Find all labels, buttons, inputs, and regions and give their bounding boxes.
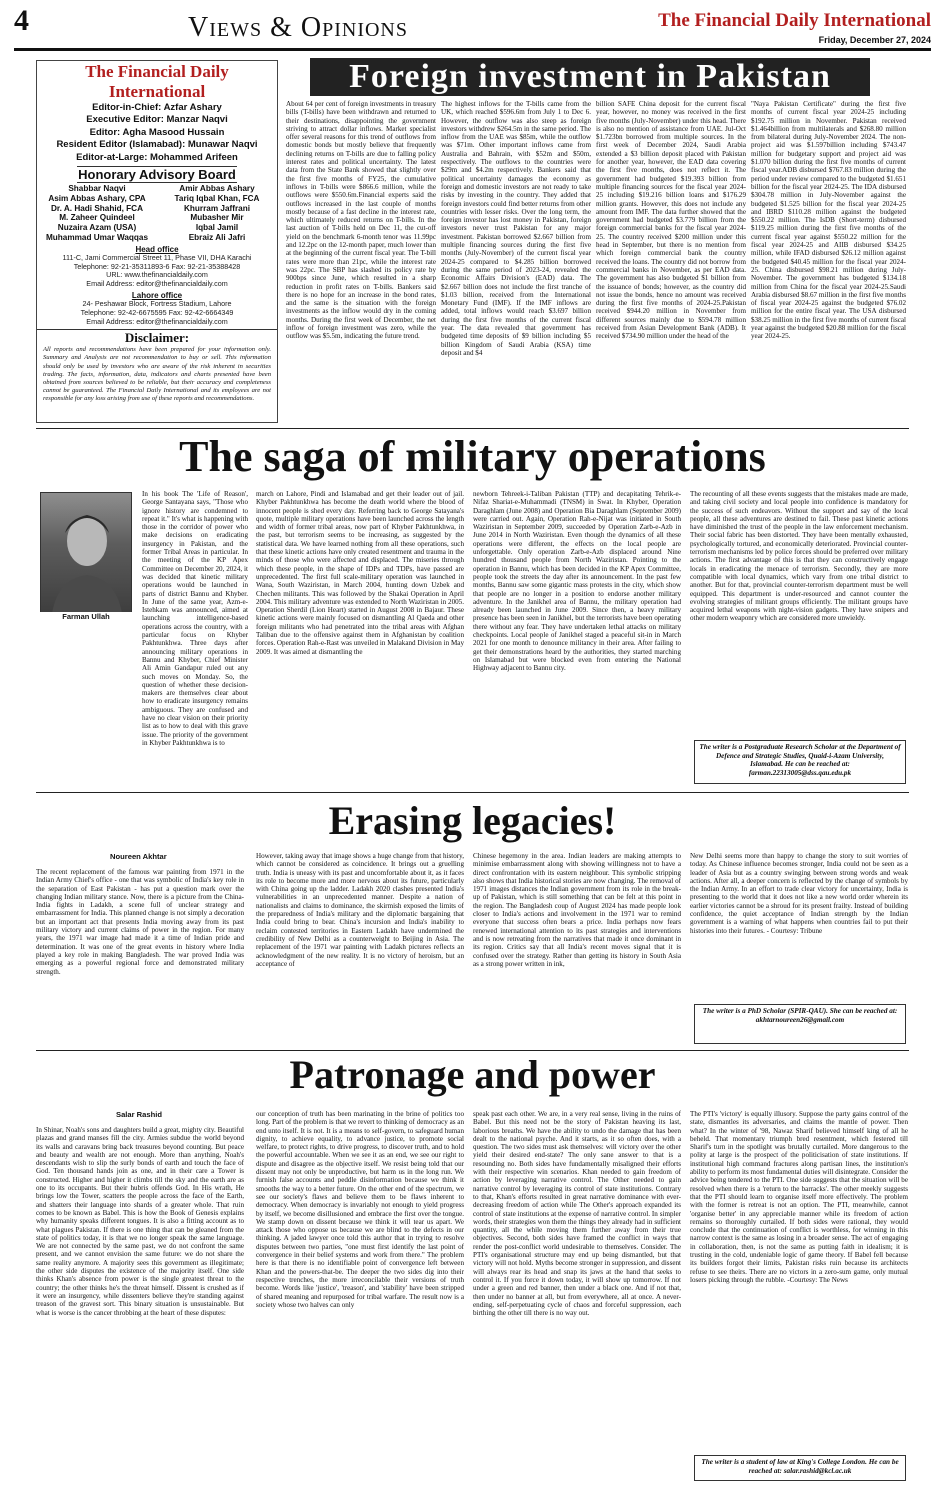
divider <box>36 792 909 793</box>
article2-column <box>36 490 248 785</box>
article1-column <box>751 100 906 425</box>
article4-column <box>256 1110 464 1480</box>
board-member: Asim Abbas Ashary, CPA <box>48 193 146 203</box>
article-text: In his book The 'Life of Reason', George Santayana says, "Those who ignore history are condemned to repeat it." It's what is happening with those in the corridor of power who make decisions on eradicating insurgency in Pakistan, and the former Tribal Areas in particular. In the meeting of the KP Apex Committee on December 20, 2024, it was decided that kinetic military operations would be launched in parts of district Bannu and Khyber. In June of the same year, Azm-e-Istehkam was announced, aimed at launching intelligence-based operations across the country, with a particular focus on Khyber Pakhtunkhwa. Three days after announcing military operations in Bannu and Khyber, Chief Minister Ali Amin Gandapur ruled out any such moves on Monday. So, the question of whether these decision-makers are themselves clear about how to eradicate insurgency remains ambiguous. They are confused and have no clear vision on their priority list as to how to deal with this grave issue. The priority of the government in Khyber Pakhtunkhwa is to <box>142 490 248 747</box>
head-office-title: Head office <box>135 244 179 254</box>
article4-byline: Salar Rashid <box>116 1110 163 1119</box>
office-line: Telephone: 92-21-35311893-6 Fax: 92-21-35388428 <box>73 261 241 271</box>
article4-author-bio: The writer is a student of law at King's College London. He can be reached at: salar.rashid@kcl.ac.uk <box>694 1455 906 1481</box>
staff-line: Editor-in-Chief: Azfar Ashary <box>92 102 222 113</box>
page-number: 4 <box>14 4 29 37</box>
board-member: Mubasher Mir <box>190 213 244 223</box>
article1-column <box>441 100 591 425</box>
board-member: Shabbar Naqvi <box>68 184 126 194</box>
article-text: New Delhi seems more than happy to change the story to suit worries of today. As Chinese influence becomes stronger, India could not be seen as a leader of Asia but as a country swinging between strong words and weak actions. After all, a deeper concern is reflected by the change of symbols by the Indian Army. In an effort to trade clear victory for uncertainty, India is presenting to the world that it does not like a new world order wherein its earlier victories cannot be a shroud for its present frailty. Instead of building confidence, the quiet acceptance of Indian strength by the Indian government is a warning of what happens when countries fail to put their histories into their futures. - Courtesy: Tribune <box>690 852 908 935</box>
article-text: The recounting of all these events suggests that the mistakes made are made, and taking civil society and local people into confidence is mandatory for the success of such endeavors. Without the support and say of the local people, all these adventures are destined to fail. These past kinetic actions have diminished the trust of the people in the law enforcement mechanism. Their social fabric has been distorted. They have been mentally exhausted, psychologically tortured, and economically deteriorated. Provincial counter-terrorism mechanisms led by police forces should be preferred over military actions. The first advantage of this is that they can constructively engage locals in eradicating the menace of terrorism. Secondly, they are more compatible with local dynamics, which vary from one tribal district to another. But for that, provincial counter-terrorism department must be well equipped. This department is under-resourced and cannot counter the evolving strategies of militant groups efficiently. The militant groups have acquired lethal weapons with night-vision gadgets. They have snipers and other modern weaponry which are considered more unwieldy. <box>690 490 908 623</box>
advisory-board-title: Honorary Advisory Board <box>78 167 236 183</box>
article-text: The highest inflows for the T-bills came from the UK, which reached $596.6m from July 1 to Dec 6. However, the outflow was also steep as foreign investors withdrew $264.5m in the same period. The inflow from the UAE was $85m, while the outflow was $71m. Other important inflows came from Australia and Bahrain, with $52m and $50m, respectively. The outflows to the countries were $29m and $4.2m respectively. Bankers said that political uncertainty damages the economy as foreign and domestic investors are not ready to take risks by investing in the country. They added that foreign investors could find better returns from other countries with lesser risks. Over the long term, the foreign investor has lost money in Pakistan, foreign investors never trust Pakistan for any major investment. Pakistan borrowed $2.667 billion from multiple financing sources during the first five months (July-November) of the current fiscal year 2024-25 compared to $4.285 billion borrowed during the same period of 2023-24, revealed the Economic Affairs Division's (EAD) data. The $2.667 billion does not include the first tranche of $1.03 billion, received from the International Monetary Fund (IMF). If the IMF inflows are added, total inflows would reach $3.697 billion during the first five months of the current fiscal year. The data revealed that government has budgeted time deposits of $9 billion including $5 billion Kingdom of Saudi Arabia (KSA) time deposit and $4 <box>441 100 591 357</box>
article-text: However, taking away that image shows a huge change from that history, which cannot be considered as coincidence. It brings out a gruelling truth. India is uneasy with its past and uncomfortable about it, as it faces its role to become more and more nervous about its future, particularly with China going up the ladder. Ladakh 2020 clashes presented India's vulnerabilities in an unprecedented manner. Despite a nation of nationalists and claims to dominance, the skirmish exposed the limits of the preparedness of India's military and the diplomatic bargaining that India could bring to bear. China's incursion and India's inability to reclaim contested territories in Eastern Ladakh have undermined the credibility of New Delhi as a counterweight to Beijing in Asia. The replacement of the 1971 war painting with Ladakh pictures reflects an acknowledgment of the new reality. It is no victory of heroism, but an acceptance of <box>256 852 464 968</box>
author-photo-caption: Farman Ullah <box>40 612 132 621</box>
article4-column <box>36 1126 244 1480</box>
office-line: URL: www.thefinancialdaily.com <box>106 270 208 280</box>
article3-column <box>36 868 244 1046</box>
article1-headline: Foreign investment in Pakistan <box>310 58 870 96</box>
editorial-info-box <box>36 60 278 423</box>
article2-author-bio: The writer is a Postgraduate Research Scholar at the Department of Defence and Strategic Studies, Quaid-i-Azam University, Islamabad. He can be reached at: farman.22313005@dss.qau.edu.pk <box>694 740 906 784</box>
disclaimer-title: Disclaimer: <box>37 329 277 346</box>
board-member: Iqbal Jamil <box>195 223 239 233</box>
board-column-left <box>37 184 157 243</box>
board-member: Khurram Jaffrani <box>184 203 250 213</box>
info-paper-name: The Financial Daily International <box>85 62 229 101</box>
article1-column <box>286 100 436 425</box>
article3-column <box>473 852 681 1046</box>
article-text: billion SAFE China deposit for the current fiscal year, however, no money was received in the first five months (July-November) under this head. There is also no mention of assistance from UAE. Jul-Oct $1.723bn borrowed from multiple sources. In the first week of December 2024, Saudi Arabia extended a $3 billion deposit placed with Pakistan for another year, however, the EAD data covering the first five months, does not reflect it. The government had budgeted $19.393 billion from multiple financing sources for the fiscal year 2024-25 including $19.216 billion loans and $176.29 million grants. However, this does not include any amount from IMF. The data further showed that the government had budgeted $3.779 billion from the foreign commercial banks for the fiscal year 2024-25. The country received $200 million under this head in September, but there is no mention from which foreign commercial bank the country received the loans. The country did not borrow from commercial banks in November, as per EAD data. The government has also budgeted $1 billion from the issuance of bonds; however, as the country did not issue the bonds, hence no amount was received during the first five months of 2024-25.Pakistan received $944.20 million in November from different sources mainly due to $594.78 million received from Asian Development Bank (ADB). It received $734.90 million under the head of the <box>596 100 746 341</box>
section-title: Views & Opinions <box>188 12 408 43</box>
board-member: Amir Abbas Ashary <box>179 184 255 194</box>
article2-column <box>473 490 681 785</box>
lahore-office-details <box>37 300 277 326</box>
office-line: 111-C, Jami Commercial Street 11, Phase VII, DHA Karachi <box>62 252 252 262</box>
lahore-office-title: Lahore office <box>131 291 183 300</box>
article2-headline: The saga of military operations <box>179 432 766 481</box>
disclaimer-text: All reports and recommendations have been prepared for your information only. Summary and Analysis are not recommendation to buy or sell. This information should only be used by investors who are aware of the risk inherent in securities trading. The facts, information, data, indicators and charts presented have been obtained from sources believed to be reliable, but their accuracy and completeness cannot be guaranteed. The Financial Daily International and its employees are not responsible for any loss arising from use of these reports and recommendations. <box>43 346 271 402</box>
office-line: Telephone: 92-42-6675595 Fax: 92-42-6664349 <box>80 307 234 317</box>
board-member: Dr. A. Hadi Shahid, FCA <box>50 203 144 213</box>
board-column-right <box>157 184 277 243</box>
article4-column <box>473 1110 681 1480</box>
article2-column <box>690 490 908 735</box>
article-text: About 64 per cent of foreign investments in treasury bills (T-bills) have been withdrawn and returned to their destinations, disappointing the government striving to attract dollar inflows. Market specialist offer several reasons for this trend of outflows from domestic bonds but mostly believe that frequently declining returns on T-bills are due to falling policy interest rates and political uncertainty. The latest data from the State Bank showed that slightly over the first five months of FY25, the cumulative inflows in T-bills were $866.6 million, while the outflows were $550.6m.Financial experts said the outflows increased in the last couple of months mostly because of a fast decline in the interest rate, which ultimately reduced returns on T-bills. In the last auction of T-bills held on Dec 11, the cut-off yield on the benchmark 6-month tenor was 11.99pc and 12.2pc on the 12-month paper, much lower than at the beginning of the current fiscal year. The T-bill rates were more than 21pc, while the interest rate was 22pc. The SBP has slashed its policy rate by 900bps since June, which resulted in a sharp reduction in profit rates on T-bills. Bankers said there is no hope for an increase in the bond rates, and the same is the situation with the foreign investments as the inflow would dry in the coming months. During the first week of December, the net inflow of foreign investment was zero, while the outflow was $5.5m, indicating the future trend. <box>286 100 436 341</box>
board-member: Ebraiz Ali Jafri <box>188 233 246 243</box>
board-member: M. Zaheer Quindeel <box>59 213 135 223</box>
article4-column <box>690 1110 908 1450</box>
staff-line: Editor: Agha Masood Hussain <box>89 126 225 138</box>
advisory-board <box>37 184 277 243</box>
article-text: In Shinar, Noah's sons and daughters build a great, mighty city. Beautiful plazas and grand manses fill the city. Armies subdue the world beyond its walls and caravans bring back treasures beyond counting. But peace and beauty and wealth are not enough. More than anything, Noah's descendants wish to slip the surly bonds of earth and touch the face of God. Ten thousand hands join as one, and in their care a Tower is constructed. Higher and higher it climbs till the sky and the earth are as one to its occupants. But their hubris offends God. In His wrath, He brings low the Tower, scatters the people across the face of the Earth, and shatters their language into shards of a greater whole. That ruin comes to be known as Babel. This is how the Book of Genesis explains why humanity speaks different tongues. It is also a fitting account as to what plagues Pakistan. If there is one thing that can be gleaned from the state of politics today, it is that we no longer speak the same language. We are not connected by the same past, we do not confront the same present, and we cannot envision the same future: we do not share the same reality anymore. A majority sees this government as illegitimate; the other side disputes the existence of the majority itself. One side thinks Khan's absence from power is the single greatest threat to the country; the other thinks he's the threat himself. Dissent is crushed as if it were an insurgency, while dissenters believe they're standing against treason of the gravest sort. This binary situation is unsustainable. But what is worse is the cancer throbbing at the heart of these disputes: <box>36 1126 244 1317</box>
office-line: 24- Peshawar Block, Fortress Stadium, Lahore <box>82 299 232 308</box>
board-member: Muhammad Umar Waqqas <box>45 233 149 243</box>
header-rule <box>14 48 931 51</box>
office-line: Email Address: editor@thefinancialdaily.com <box>86 316 228 326</box>
divider <box>36 428 909 429</box>
office-line: Email Address: editor@thefinancialdaily.com <box>86 279 228 289</box>
article-text: "Naya Pakistan Certificate" during the first five months of current fiscal year 2024-25 including $192.75 million in November. Pakistan received $1.464billion from multilaterals and $268.80 million from bilateral during July-November 2024. The non-project aid was $1.597billion including $743.47 million for budgetary support and project aid was $1.070 billion during the first five months of current fiscal year.ADB disbursed $767.83 million during the period under review compared to the budgeted $1.651 billion for the fiscal year 2024-25. The IDA disbursed $304.78 million in July-November against the budgeted $1.525 billion for the fiscal year 2024-25 and IBRD $110.28 million against the budgeted $550.22 million. The IsDB (Short-term) disbursed $119.25 million during the first five months of the current fiscal year against $550.22 million for the fiscal year 2024-25 and AIIB disbursed $34.25 million, while IFAD disbursed $26.12 million against the budgeted $40.45 million for the fiscal year 2024-25. China disbursed $98.21 million during July-November. The government has budgeted $134.18 million from China for the fiscal year 2024-25.Saudi Arabia disbursed $8.67 million in the first five months of fiscal year 2024-25 against the budgeted $76.02 million for the entire fiscal year. The USA disbursed $38.25 million in the first five months of current fiscal year against the budgeted $20.88 million for the fiscal year 2024-25. <box>751 100 906 341</box>
head-office-details <box>37 254 277 289</box>
article3-byline: Noureen Akhtar <box>110 852 167 861</box>
article1-column <box>596 100 746 425</box>
staff-line: Resident Editor (Islamabad): Munawar Naqvi <box>56 139 258 151</box>
article-text: speak past each other. We are, in a very real sense, living in the ruins of Babel. But this need not be the story of Pakistan heaving its last, laborious breaths. We have the ability to undo the damage that has been dealt to the national psyche. And it starts, as it so often does, with a question. The two sides must ask themselves: will victory over the other yield their desired end-state? The only sane answer to that is a resounding no. Both sides have fundamentally misaligned their efforts with their respective win scenarios. Khan needed to gain freedom of action by leveraging narrative control. The Other needed to gain narrative control by leveraging its control of state institutions. Contrary to that, Khan's efforts resulted in great narrative dominance with ever-decreasing freedom of action while The Other's approach expanded its control of state institutions at the expense of narrative control. In simpler words, their strategies won them the things they already had in sufficient quantity, all the while moving them further away from their true objectives. Second, both sides have framed the conflict in ways that render the post-conflict world undesirable to themselves. Consider. The PTI's organisational structure may end up being dismantled, but that victory will not hold. Myths become stronger in suppression, and dissent will always rear its head and snap its jaws at the hand that seeks to control it. If you force it down today, it will show up tomorrow. If not under a green and red banner, then under a black one. And if not that, then under no banner at all, but from everywhere, all at once. A never-ending, self-perpetuating cycle of chaos and forceful suppression, each birthing the other till there is no way out. <box>473 1110 681 1318</box>
article-text: Chinese hegemony in the area. Indian leaders are making attempts to minimise embarrassment along with showing willingness not to have a direct confrontation with its eastern neighbour. This symbolic stripping also shows that India historical stories are now changing. The removal of 1971 images distances the Indian government from its role in the break-up of Pakistan, which is still something that can be felt at this point in the region. The Bangladesh coup of August 2024 has made people look closer to India's actions and involvement in the 1971 war to remind everyone that success often bears a price. India perhaps now fears renewed international attention to its past strategies and interventions and is now retreating from the narratives that made it once dominant in its region. Critics say that all India's recent moves signal that it is confused over the strategy. Rather than getting its history in South Asia as a strong power written in ink, <box>473 852 681 968</box>
article3-column <box>690 852 908 1000</box>
issue-date: Friday, December 27, 2024 <box>818 35 931 45</box>
staff-line: Editor-at-Large: Mohammed Arifeen <box>76 151 238 163</box>
article3-headline: Erasing legacies! <box>328 798 617 843</box>
board-member: Tariq Iqbal Khan, FCA <box>174 193 260 203</box>
masthead-title: The Financial Daily International <box>658 10 931 31</box>
divider <box>36 1050 909 1051</box>
article-text: The recent replacement of the famous war painting from 1971 in the Indian Army Chief's office - one that was symbolic of India's key role in the separation of East Pakistan - has put a question mark over the changing Indian military stance. Now, there is a picture from the China-India fights in Ladakh, a scene full of unclear strategy and embarrassment for India. This planned change is not simply a decoration but an important act that presents India moving away from its past military victory and current claims of power in the region. For many years, the 1971 war image had made it a time of Indian pride and determination. It was one of the great events in history where India played a key role in making Bangladesh. The war proved India was emerging as a powerful regional force and demonstrated military strength. <box>36 868 244 976</box>
article-text: The PTI's 'victory' is equally illusory. Suppose the party gains control of the state, dismantles its adversaries, and claims the mantle of power. Then what? In the winter of '98, Nawaz Sharif believed himself king of all he beheld. That momentary triumph bred resentment, which festered till Sharif's turn in the spotlight was brutally curtailed. More dangerous to the polity at large is the prospect of the politicisation of state institutions. If institutional high command fractures along partisan lines, the institution's ability to perform its most fundamental duties will disintegrate. Consider the advice being tendered to the PTI. One side suggests that the situation will be resolved when there is a 'return to the barracks'. The other meekly suggests that the PTI should learn to organise itself more effectively. The problem with the former is retreat is not an option. The PTI, meanwhile, cannot 'organise better' in any appreciable manner while its freedom of action remains so thoroughly curtailed. If both sides were rational, they would conclude that the continuation of conflict is worthless, for winning in this narrow context is the same as losing in a broader sense. The act of engaging in collaboration, then, is not the same as putting faith in idealism; it is trusting in the cold, undeniable logic of game theory. If Babel fell because its builders forgot their limits, Pakistan risks ruin because its architects refuse to see theirs. There are no victors in a zero-sum game, only mutual losers picking through the rubble. -Courtesy: The News <box>690 1110 908 1284</box>
article3-column <box>256 852 464 1046</box>
article2-column <box>256 490 464 785</box>
article-text: newborn Tehreek-i-Taliban Pakistan (TTP) and decapitating Tehrik-e-Nifaz Shariat-e-Muhammadi (TNSM) in Swat. In Khyber, Operation Daraghlam (June 2008) and Operation Bia Daraghlam (September 2009) were carried out. Again, Operation Rah-e-Nijat was initiated in South Waziristan in September 2009, succeeded by Operation Zarb-e-Azb in June 2014 in North Waziristan. Even though the dynamics of all these operations were different, the effects on the local people are unforgettable. Only operation Zarb-e-Azb displaced around Nine hundred thousand people from North Waziristan. Pointing to the operation in Bannu, which has been decided in the KP Apex Committee, people took the streets the day after its announcement. In the past few months, Bannu saw some gigantic mass protests in the city, which show that people are no longer in a position to endorse another military adventure. In the Janikhel area of Bannu, the military operation had already been launched in June 2009. Since then, a heavy military presence has been seen in Janikhel, but the terrorists have been operating there without any fear. They have undertaken lethal attacks on military checkpoints. Local people of Janikhel staged a peaceful sit-in in March 2021 for one month to denounce militancy in their area. After failing to get their demonstrations heard by the authorities, they started marching on Islamabad but were blocked even from entering the National Highway adjacent to Bannu city. <box>473 490 681 673</box>
article-text: march on Lahore, Pindi and Islamabad and get their leader out of jail. Khyber Pakhtunkhwa has become the death world where the blood of innocent people is shed every day. Referring back to George Satayana's quote, multiple military operations have been launched across the length and width of former tribal areas, now part of Khyber Pakhtunkhwa, in the past, but terrorism seems to be increasing, as suggested by the statistical data. We have learned nothing from all these operations, such that these kinetic actions have only created resentment and trauma in the minds of those who were affected and displaced. The miseries through which these people, in the shape of IDPs and TDPs, have passed are unprecedented. The first full scale-military operation was launched in Wana, South Waziristan, in March 2004, hunting down Uzbek and Chechen militants. This was followed by the Shakai Operation in April 2004. This military adventure was extended to North Waziristan in 2005. Operation Sherdil (Lion Heart) started in August 2008 in Bajaur. These kinetic actions were mainly focused on dismantling Al Qaeda and other foreign militants who had penetrated into the tribal areas with Afghan Taliban due to the offensive against them in Afghanistan by coalition forces. Operation Rah-e-Rast was unveiled in Malakand Division in May 2009. It was aimed at dismantling the <box>256 490 464 656</box>
article3-author-bio: The writer is a PhD Scholar (SPIR-QAU). She can be reached at: akhtarnoureen26@gmail.com <box>694 1004 906 1044</box>
board-member: Nuzaira Azam (USA) <box>57 223 137 233</box>
article4-headline: Patronage and power <box>289 1052 656 1097</box>
staff-line: Executive Editor: Manzar Naqvi <box>86 114 228 126</box>
staff-list <box>37 102 277 164</box>
article-text: our conception of truth has been marinating in the brine of politics too long. Part of the problem is that we revert to thinking of democracy as an end unto itself. It is not. It is a means to self-govern, to safeguard human dignity, to achieve equality, to advance justice, to promote social welfare, to protect rights, to drive progress, to discover truth, and to hold the powerful accountable. When we see it as an end, we see our right to dispute and disagree as the objective itself. We resist being told that our dissent may not only be unproductive, but harm us in the long run. We furnish false accounts and peddle disinformation because we think it smooths the way to a better future. On the other end of the spectrum, we see our society's flaws and believe them to be flaws inherent to democracy. When democracy is invariably not enough to yield progress by itself, we become disillusioned and embrace the first over the tongue. We stamp down on dissent because we think it will tear us apart. We attack those who oppose us because we are blind to the defects in our thinking. A jaded lawyer once told this author that in trying to resolve disputes between two parties, "one must first identify the last point of convergence in their belief systems and work from there." The problem here is that there is no identifiable point of convergence left between Khan and the powers-that-be. The deeper the two sides dig into their respective trenches, the more irreconcilable their versions of truth become. Words like 'justice', 'treason', and 'stability' have been stripped of shared meaning and repurposed for tribal warfare. The result now is a society whose two halves can only <box>256 1110 464 1309</box>
